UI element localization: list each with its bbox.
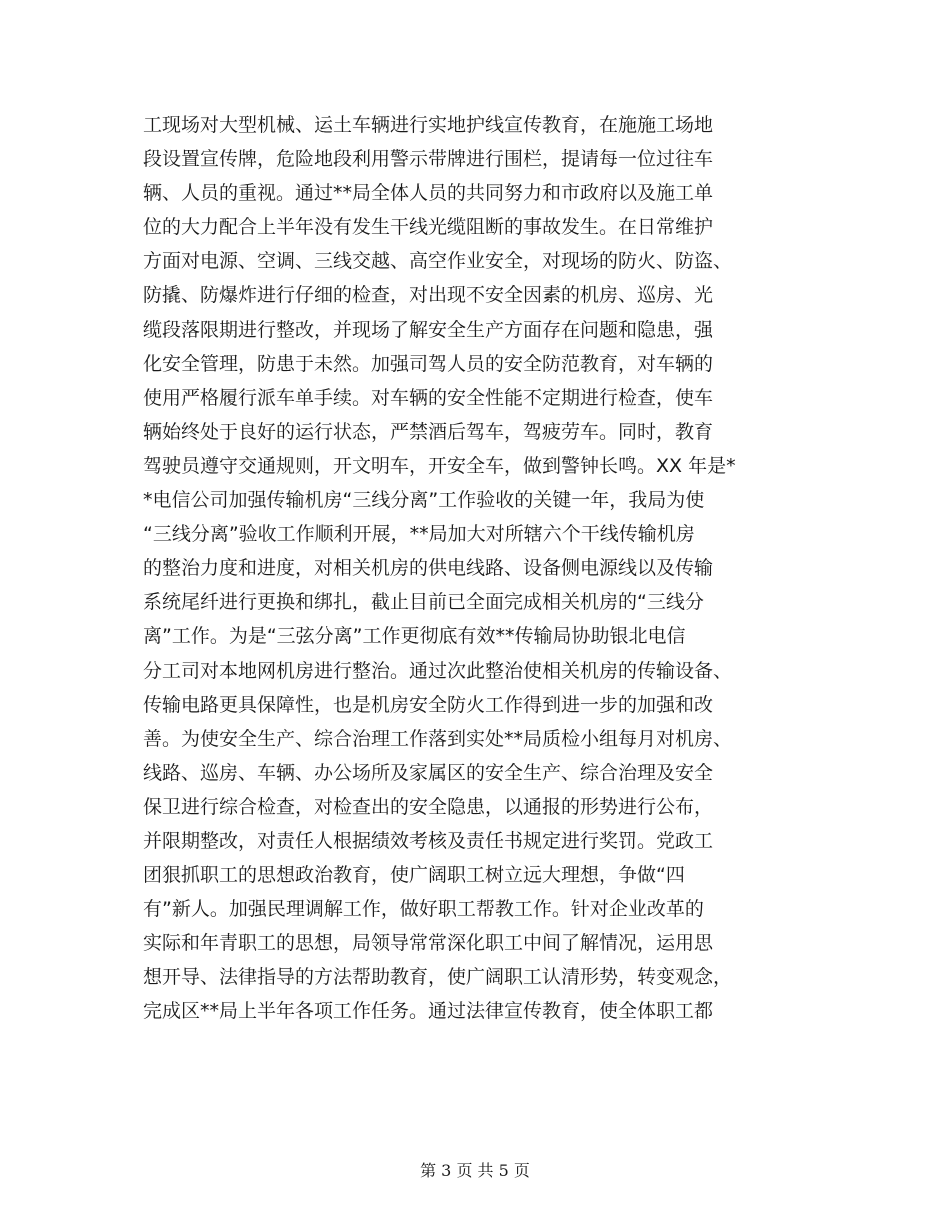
text-line: 并限期整改，对责任人根据绩效考核及责任书规定进行奖罚。党政工 <box>143 829 714 852</box>
text-line: 方面对电源、空调、三线交越、高空作业安全，对现场的防火、防盗、 <box>143 250 733 273</box>
text-line: 防撬、防爆炸进行仔细的检查，对出现不安全因素的机房、巡房、光 <box>143 284 714 307</box>
text-line: 辆、人员的重视。通过**局全体人员的共同努力和市政府以及施工单 <box>143 182 714 205</box>
text-line: 段设置宣传牌，危险地段利用警示带牌进行围栏，提请每一位过往车 <box>143 148 714 171</box>
text-line: 工现场对大型机械、运土车辆进行实地护线宣传教育，在施施工场地 <box>143 114 714 136</box>
text-line: 善。为使安全生产、综合治理工作落到实处**局质检小组每月对机房、 <box>143 727 733 750</box>
text-line: 保卫进行综合检查，对检查出的安全隐患，以通报的形势进行公布， <box>143 795 714 818</box>
text-line: 线路、巡房、车辆、办公场所及家属区的安全生产、综合治理及安全 <box>143 761 714 784</box>
text-line: 的整治力度和进度，对相关机房的供电线路、设备侧电源线以及传输 <box>143 557 714 580</box>
text-line: 完成区**局上半年各项工作任务。通过法律宣传教育，使全体职工都 <box>143 1000 714 1023</box>
text-line: 位的大力配合上半年没有发生干线光缆阻断的事故发生。在日常维护 <box>143 216 714 239</box>
text-line: 实际和年青职工的思想，局领导常常深化职工中间了解情况，运用思 <box>143 932 714 955</box>
text-line: 辆始终处于良好的运行状态，严禁酒后驾车，驾疲劳车。同时，教育 <box>143 420 714 443</box>
text-line: 化安全管理，防患于未然。加强司驾人员的安全防范教育，对车辆的 <box>143 352 714 375</box>
text-line: 想开导、法律指导的方法帮助教育，使广阔职工认清形势，转变观念， <box>143 966 733 989</box>
text-line: *电信公司加强传输机房“三线分离”工作验收的关键一年，我局为使 <box>143 489 705 512</box>
text-line: 使用严格履行派车单手续。对车辆的安全性能不定期进行检查，使车 <box>143 386 714 409</box>
body-text <box>143 108 823 1029</box>
text-line: 传输电路更具保障性，也是机房安全防火工作得到进一步的加强和改 <box>143 693 714 716</box>
text-line: 离”工作。为是“三弦分离”工作更彻底有效**传输局协助银北电信 <box>143 625 686 648</box>
text-line: 驾驶员遵守交通规则，开文明车，开安全车，做到警钟长鸣。XX 年是* <box>143 454 736 477</box>
text-line: 团狠抓职工的思想政治教育，使广阔职工树立远大理想，争做“四 <box>143 864 685 887</box>
text-line: 缆段落限期进行整改，并现场了解安全生产方面存在问题和隐患，强 <box>143 318 714 341</box>
text-line: 分工司对本地网机房进行整治。通过次此整治使相关机房的传输设备、 <box>143 659 733 682</box>
text-line: 系统尾纤进行更换和绑扎，截止目前已全面完成相关机房的“三线分 <box>143 591 704 614</box>
text-line: “三线分离”验收工作顺利开展，**局加大对所辖六个干线传输机房 <box>143 523 695 546</box>
text-line: 有”新人。加强民理调解工作，做好职工帮教工作。针对企业改革的 <box>143 898 704 921</box>
page-number-footer: 第 3 页 共 5 页 <box>420 1161 530 1180</box>
